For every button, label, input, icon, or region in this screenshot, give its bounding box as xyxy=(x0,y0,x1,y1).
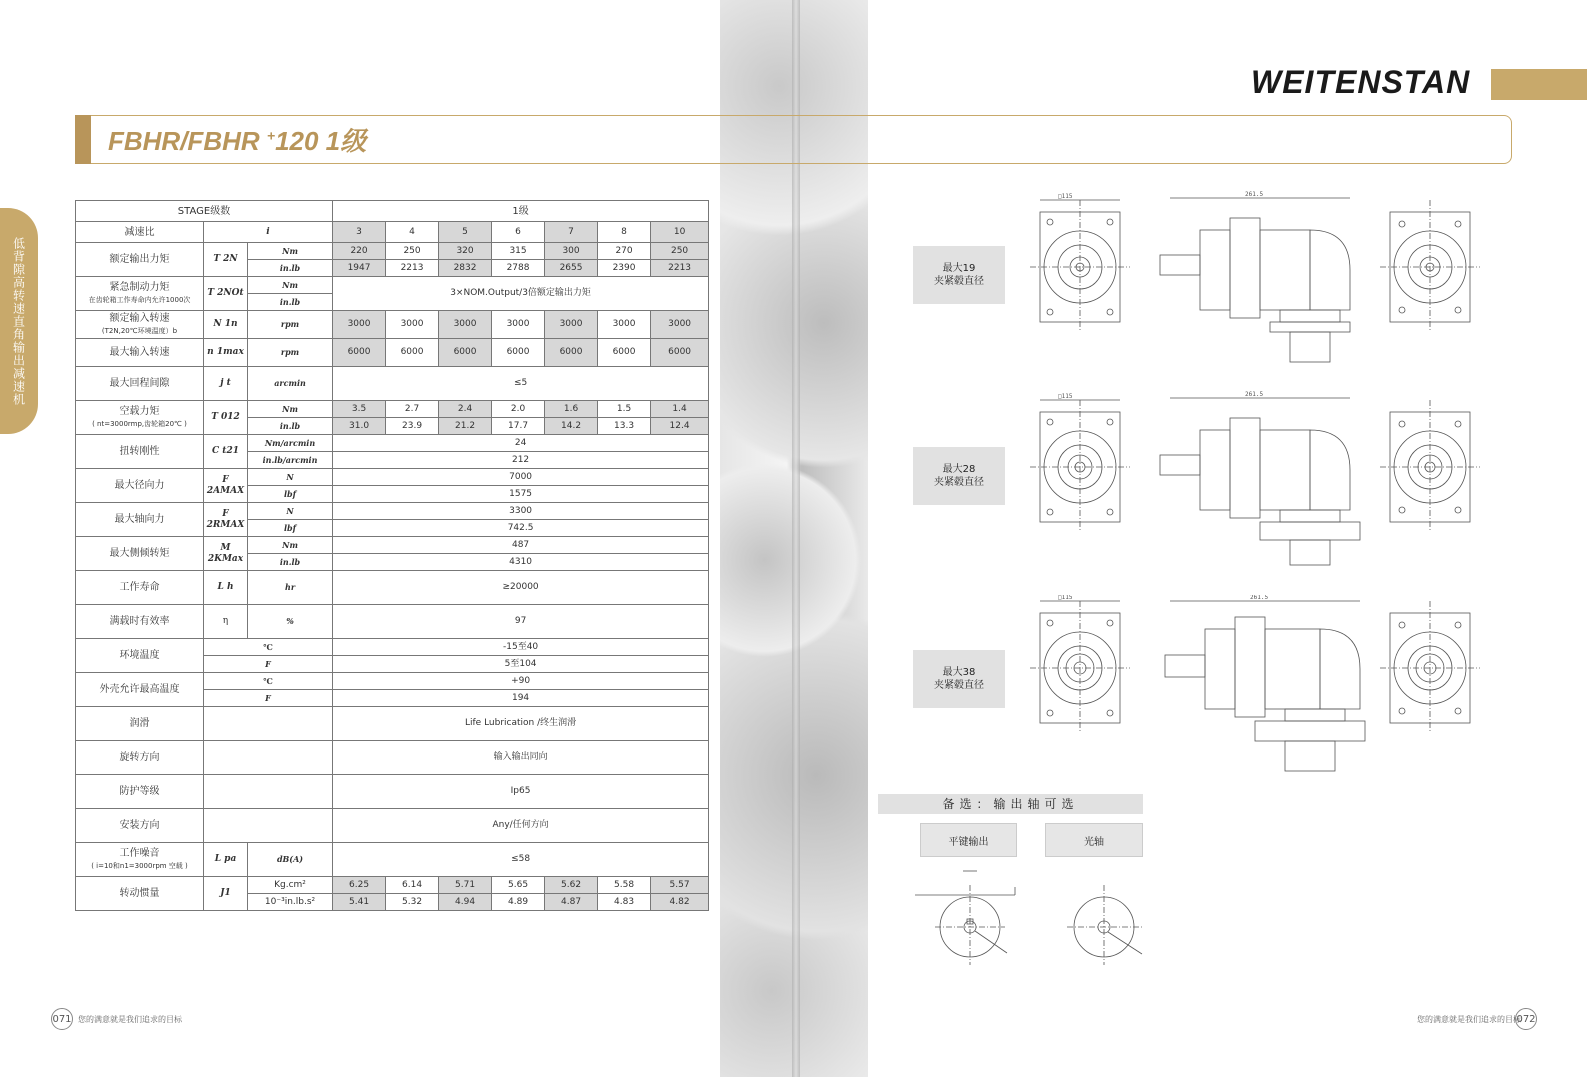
brand-logo: WEITENSTAN xyxy=(1251,64,1471,100)
table-cell: 6.25 xyxy=(333,877,386,894)
lubrication-label: 润滑 xyxy=(76,707,204,741)
radial-force-label: 最大径向力 xyxy=(76,469,204,503)
table-row xyxy=(76,639,709,656)
table-row xyxy=(76,435,709,452)
table-row xyxy=(76,741,709,775)
life-symbol: L h xyxy=(204,571,248,605)
table-cell: 1.5 xyxy=(598,401,651,418)
tilting-torque-symbol: M 2KMax xyxy=(204,537,248,571)
axial-force-value-n: 3300 xyxy=(333,503,709,520)
option-smooth-shaft: 光轴 xyxy=(1045,823,1143,857)
option-keyed-shaft: 平键输出 xyxy=(920,823,1017,857)
protection-value: Ip65 xyxy=(333,775,709,809)
table-cell: 4.94 xyxy=(439,894,492,911)
unit-cell: in.lb xyxy=(248,294,333,311)
max-speed-symbol: n 1max xyxy=(204,339,248,367)
options-title: 备选：输出轴可选 xyxy=(878,794,1143,814)
table-cell: 2390 xyxy=(598,260,651,277)
left-page-number: 071 xyxy=(51,1008,73,1030)
unit-cell: ℃ xyxy=(204,673,333,690)
stage-value: 1级 xyxy=(333,201,709,222)
radial-force-symbol: F 2AMAX xyxy=(204,469,248,503)
backlash-value: ≤5 xyxy=(333,367,709,401)
table-cell: 3000 xyxy=(598,311,651,339)
variant-caption-2: 最大28 夹紧毂直径 xyxy=(913,447,1005,505)
stage-label: STAGE级数 xyxy=(76,201,333,222)
table-row xyxy=(76,401,709,418)
table-row xyxy=(76,222,709,243)
unit-cell: Nm/arcmin xyxy=(248,435,333,452)
ambient-temp-value-c: -15至40 xyxy=(333,639,709,656)
logo-accent-bar xyxy=(1491,69,1587,100)
table-row xyxy=(76,243,709,260)
unit-cell: F xyxy=(204,690,333,707)
life-value: ≥20000 xyxy=(333,571,709,605)
table-row xyxy=(76,877,709,894)
table-cell: 3.5 xyxy=(333,401,386,418)
table-cell: 6000 xyxy=(386,339,439,367)
axial-force-symbol: F 2RMAX xyxy=(204,503,248,537)
unit-cell: in.lb/arcmin xyxy=(248,452,333,469)
unit-cell: Nm xyxy=(248,537,333,554)
table-cell: 3000 xyxy=(545,311,598,339)
table-cell: 3000 xyxy=(333,311,386,339)
table-cell: 6000 xyxy=(545,339,598,367)
svg-text:261.5: 261.5 xyxy=(1245,191,1264,198)
unit-cell: arcmin xyxy=(248,367,333,401)
table-row xyxy=(76,277,709,294)
efficiency-label: 满载时有效率 xyxy=(76,605,204,639)
table-cell: 2.7 xyxy=(386,401,439,418)
table-cell: 23.9 xyxy=(386,418,439,435)
technical-drawing-row-2 xyxy=(1030,390,1530,580)
table-cell: 315 xyxy=(492,243,545,260)
axial-force-value-lbf: 742.5 xyxy=(333,520,709,537)
variant-caption-1: 最大19 夹紧毂直径 xyxy=(913,246,1005,304)
table-cell: 1.6 xyxy=(545,401,598,418)
efficiency-value: 97 xyxy=(333,605,709,639)
table-cell: 13.3 xyxy=(598,418,651,435)
left-footer-slogan: 您的满意就是我们追求的目标 xyxy=(78,1015,182,1024)
table-cell: 3000 xyxy=(651,311,709,339)
unit-cell: Nm xyxy=(248,277,333,294)
unit-cell: lbf xyxy=(248,486,333,503)
title-accent-bar xyxy=(75,115,91,164)
right-footer-slogan: 您的满意就是我们追求的目标 xyxy=(1417,1015,1521,1024)
tilting-torque-value-inlb: 4310 xyxy=(333,554,709,571)
unit-cell: N xyxy=(248,503,333,520)
table-cell: 4 xyxy=(386,222,439,243)
table-cell: 2.4 xyxy=(439,401,492,418)
mounting-value: Any/任何方向 xyxy=(333,809,709,843)
table-cell: 4.87 xyxy=(545,894,598,911)
table-row xyxy=(76,469,709,486)
table-cell: 5.58 xyxy=(598,877,651,894)
tilting-torque-value-nm: 487 xyxy=(333,537,709,554)
rated-torque-label: 额定输出力矩 xyxy=(76,243,204,277)
table-cell: 4.82 xyxy=(651,894,709,911)
table-row xyxy=(76,201,709,222)
table-cell: 3 xyxy=(333,222,386,243)
mounting-label: 安装方向 xyxy=(76,809,204,843)
table-cell: 6000 xyxy=(333,339,386,367)
table-cell: 2788 xyxy=(492,260,545,277)
svg-text:□115: □115 xyxy=(1058,193,1073,200)
table-cell: 5.57 xyxy=(651,877,709,894)
noise-value: ≤58 xyxy=(333,843,709,877)
table-cell: 270 xyxy=(598,243,651,260)
table-cell: 5.71 xyxy=(439,877,492,894)
technical-drawing-row-3 xyxy=(1030,595,1530,785)
max-speed-label: 最大输入转速 xyxy=(76,339,204,367)
svg-text:□115: □115 xyxy=(1058,393,1073,400)
technical-drawing-row-1 xyxy=(1030,190,1530,380)
emergency-torque-label: 紧急制动力矩 在齿轮箱工作寿命内允许1000次 xyxy=(76,277,204,311)
emergency-torque-value: 3×NOM.Output/3倍额定输出力矩 xyxy=(333,277,709,311)
table-cell: 1.4 xyxy=(651,401,709,418)
table-cell: 5 xyxy=(439,222,492,243)
lubrication-value: Life Lubrication /终生润滑 xyxy=(333,707,709,741)
no-load-torque-symbol: T 012 xyxy=(204,401,248,435)
table-cell: 2655 xyxy=(545,260,598,277)
backlash-label: 最大回程间隙 xyxy=(76,367,204,401)
table-cell: 6000 xyxy=(492,339,545,367)
variant-caption-3: 最大38 夹紧毂直径 xyxy=(913,650,1005,708)
table-cell: 3000 xyxy=(386,311,439,339)
backlash-symbol: j t xyxy=(204,367,248,401)
empty-cell xyxy=(204,809,333,843)
table-cell: 3000 xyxy=(439,311,492,339)
table-cell: 12.4 xyxy=(651,418,709,435)
smooth-shaft-drawing xyxy=(1062,880,1172,970)
table-cell: 5.41 xyxy=(333,894,386,911)
table-row xyxy=(76,843,709,877)
table-cell: 6000 xyxy=(439,339,492,367)
table-cell: 250 xyxy=(651,243,709,260)
table-cell: 2.0 xyxy=(492,401,545,418)
keyed-shaft-drawing xyxy=(915,865,1035,970)
table-cell: 14.2 xyxy=(545,418,598,435)
unit-cell: hr xyxy=(248,571,333,605)
table-row xyxy=(76,809,709,843)
inertia-label: 转动惯量 xyxy=(76,877,204,911)
table-row xyxy=(76,673,709,690)
noise-label: 工作噪音 ( i=10和n1=3000rpm 空载 ) xyxy=(76,843,204,877)
ambient-temp-label: 环境温度 xyxy=(76,639,204,673)
unit-cell: 10⁻³in.lb.s² xyxy=(248,894,333,911)
unit-cell: in.lb xyxy=(248,554,333,571)
rated-speed-symbol: N 1n xyxy=(204,311,248,339)
table-row xyxy=(76,311,709,339)
stiffness-label: 扭转刚性 xyxy=(76,435,204,469)
radial-force-value-n: 7000 xyxy=(333,469,709,486)
table-cell: 6 xyxy=(492,222,545,243)
svg-text:261.5: 261.5 xyxy=(1250,595,1269,601)
table-cell: 250 xyxy=(386,243,439,260)
unit-cell: Kg.cm² xyxy=(248,877,333,894)
table-cell: 300 xyxy=(545,243,598,260)
stiffness-symbol: C t21 xyxy=(204,435,248,469)
table-cell: 21.2 xyxy=(439,418,492,435)
table-row xyxy=(76,775,709,809)
axial-force-label: 最大轴向力 xyxy=(76,503,204,537)
table-cell: 5.32 xyxy=(386,894,439,911)
empty-cell xyxy=(204,741,333,775)
table-cell: 3000 xyxy=(492,311,545,339)
table-cell: 4.83 xyxy=(598,894,651,911)
table-row xyxy=(76,707,709,741)
table-row xyxy=(76,339,709,367)
ratio-label: 减速比 xyxy=(76,222,204,243)
table-row xyxy=(76,367,709,401)
unit-cell: Nm xyxy=(248,401,333,418)
rated-speed-label: 额定输入转速 (T2N,20℃环境温度）b xyxy=(76,311,204,339)
table-cell: 5.62 xyxy=(545,877,598,894)
protection-label: 防护等级 xyxy=(76,775,204,809)
table-cell: 6.14 xyxy=(386,877,439,894)
table-row xyxy=(76,503,709,520)
empty-cell xyxy=(204,775,333,809)
table-cell: 4.89 xyxy=(492,894,545,911)
table-row xyxy=(76,605,709,639)
table-cell: 31.0 xyxy=(333,418,386,435)
unit-cell: F xyxy=(204,656,333,673)
table-cell: 2213 xyxy=(651,260,709,277)
table-cell: 2213 xyxy=(386,260,439,277)
table-row xyxy=(76,537,709,554)
stiffness-value-inlb: 212 xyxy=(333,452,709,469)
unit-cell: Nm xyxy=(248,243,333,260)
table-cell: 6000 xyxy=(598,339,651,367)
right-page-number: 072 xyxy=(1515,1008,1537,1030)
table-cell: 2832 xyxy=(439,260,492,277)
table-cell: 5.65 xyxy=(492,877,545,894)
max-case-temp-value-c: +90 xyxy=(333,673,709,690)
empty-cell xyxy=(204,707,333,741)
page-title: FBHR/FBHR +120 1级 xyxy=(108,126,367,156)
stiffness-value-nm: 24 xyxy=(333,435,709,452)
unit-cell: % xyxy=(248,605,333,639)
table-cell: 6000 xyxy=(651,339,709,367)
table-cell: 7 xyxy=(545,222,598,243)
table-cell: 1947 xyxy=(333,260,386,277)
life-label: 工作寿命 xyxy=(76,571,204,605)
unit-cell: dB(A) xyxy=(248,843,333,877)
unit-cell: rpm xyxy=(248,311,333,339)
table-cell: 17.7 xyxy=(492,418,545,435)
rated-torque-symbol: T 2N xyxy=(204,243,248,277)
max-case-temp-value-f: 194 xyxy=(333,690,709,707)
unit-cell: N xyxy=(248,469,333,486)
unit-cell: ℃ xyxy=(204,639,333,656)
tilting-torque-label: 最大侧倾转矩 xyxy=(76,537,204,571)
unit-cell: in.lb xyxy=(248,260,333,277)
table-cell: 8 xyxy=(598,222,651,243)
inertia-symbol: J1 xyxy=(204,877,248,911)
spec-table xyxy=(75,200,709,911)
efficiency-symbol: η xyxy=(204,605,248,639)
unit-cell: lbf xyxy=(248,520,333,537)
rotation-value: 输入输出同向 xyxy=(333,741,709,775)
rotation-label: 旋转方向 xyxy=(76,741,204,775)
no-load-torque-label: 空载力矩 ( nt=3000rmp,齿轮箱20℃ ) xyxy=(76,401,204,435)
table-cell: 320 xyxy=(439,243,492,260)
unit-cell: in.lb xyxy=(248,418,333,435)
unit-cell: rpm xyxy=(248,339,333,367)
table-cell: 10 xyxy=(651,222,709,243)
svg-text:261.5: 261.5 xyxy=(1245,391,1264,398)
category-side-tab: 低背隙高转速直角输出减速机 xyxy=(0,208,38,434)
noise-symbol: L pa xyxy=(204,843,248,877)
table-row xyxy=(76,571,709,605)
emergency-torque-symbol: T 2NOt xyxy=(204,277,248,311)
table-cell: 220 xyxy=(333,243,386,260)
ratio-symbol: i xyxy=(204,222,333,243)
svg-text:□115: □115 xyxy=(1058,595,1073,601)
max-case-temp-label: 外壳允许最高温度 xyxy=(76,673,204,707)
radial-force-value-lbf: 1575 xyxy=(333,486,709,503)
ambient-temp-value-f: 5至104 xyxy=(333,656,709,673)
